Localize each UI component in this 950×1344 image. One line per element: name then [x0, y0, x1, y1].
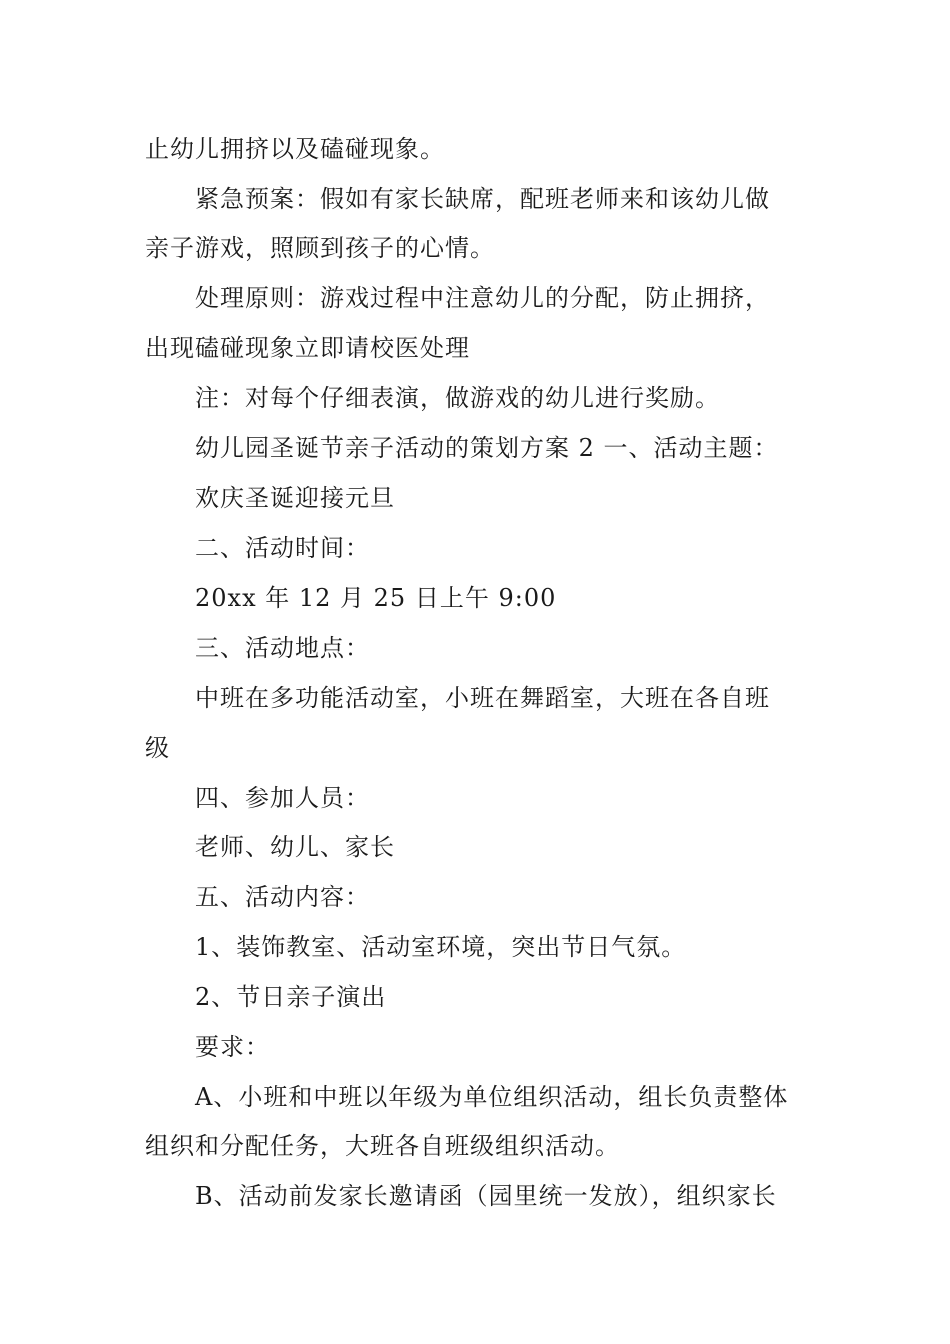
- paragraph-line: 出现磕碰现象立即请校医处理: [145, 334, 470, 362]
- paragraph-line: 级: [145, 734, 170, 762]
- paragraph-line: 注：对每个仔细表演，做游戏的幼儿进行奖励。: [195, 384, 720, 412]
- section-heading: 四、参加人员：: [195, 784, 370, 812]
- section-heading: 五、活动内容：: [195, 883, 370, 911]
- list-item: 2、节日亲子演出: [195, 983, 387, 1011]
- paragraph-line: 亲子游戏，照顾到孩子的心情。: [145, 234, 495, 262]
- paragraph-line: 止幼儿拥挤以及磕碰现象。: [145, 135, 445, 163]
- list-item: A、小班和中班以年级为单位组织活动，组长负责整体: [195, 1083, 789, 1111]
- list-item: B、活动前发家长邀请函（园里统一发放），组织家长: [195, 1182, 777, 1210]
- paragraph-line: 处理原则：游戏过程中注意幼儿的分配，防止拥挤，: [195, 284, 770, 312]
- section-heading: 三、活动地点：: [195, 634, 370, 662]
- paragraph-line: 老师、幼儿、家长: [195, 833, 395, 861]
- paragraph-line: 要求：: [195, 1033, 270, 1061]
- paragraph-line: 幼儿园圣诞节亲子活动的策划方案 2 一、活动主题：: [195, 434, 779, 462]
- paragraph-line: 20xx 年 12 月 25 日上午 9:00: [195, 584, 557, 612]
- paragraph-line: 组织和分配任务，大班各自班级组织活动。: [145, 1132, 620, 1160]
- paragraph-line: 紧急预案：假如有家长缺席，配班老师来和该幼儿做: [195, 185, 770, 213]
- paragraph-line: 中班在多功能活动室，小班在舞蹈室，大班在各自班: [195, 684, 770, 712]
- section-heading: 二、活动时间：: [195, 534, 370, 562]
- list-item: 1、装饰教室、活动室环境，突出节日气氛。: [195, 933, 687, 961]
- paragraph-line: 欢庆圣诞迎接元旦: [195, 484, 395, 512]
